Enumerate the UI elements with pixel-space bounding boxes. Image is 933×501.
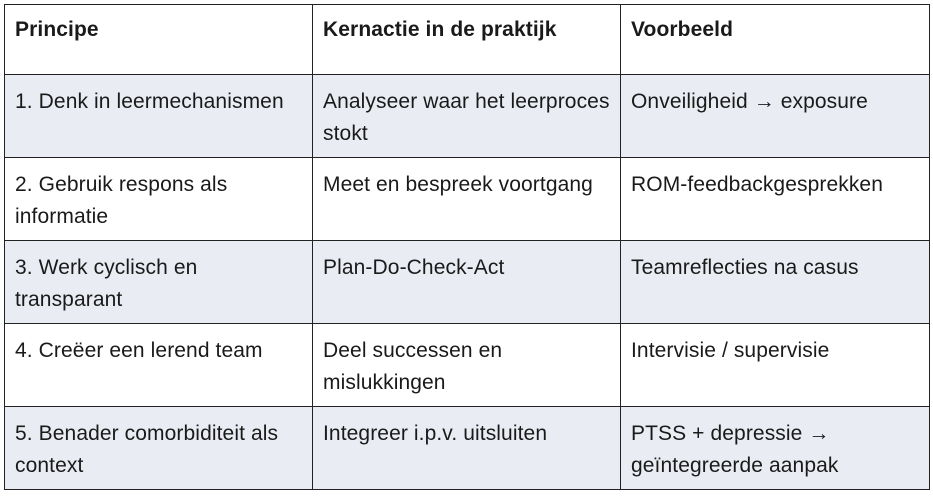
cell-voorbeeld: Teamreflecties na casus — [621, 241, 930, 324]
cell-kernactie: Plan-Do-Check-Act — [313, 241, 621, 324]
header-principe: Principe — [5, 5, 313, 75]
cell-kernactie: Integreer i.p.v. uitsluiten — [313, 407, 621, 490]
cell-voorbeeld: Intervisie / supervisie — [621, 324, 930, 407]
cell-principe: 1. Denk in leermechanismen — [5, 75, 313, 158]
cell-principe: 4. Creëer een lerend team — [5, 324, 313, 407]
cell-kernactie: Analyseer waar het leerproces stokt — [313, 75, 621, 158]
principles-table — [4, 4, 930, 490]
cell-kernactie: Meet en bespreek voortgang — [313, 158, 621, 241]
cell-kernactie: Deel successen en mislukkingen — [313, 324, 621, 407]
table-header-row — [5, 5, 930, 75]
cell-principe: 3. Werk cyclisch en transparant — [5, 241, 313, 324]
header-voorbeeld: Voorbeeld — [621, 5, 930, 75]
cell-principe: 5. Benader comorbiditeit als context — [5, 407, 313, 490]
header-kernactie: Kernactie in de praktijk — [313, 5, 621, 75]
table-row — [5, 241, 930, 324]
cell-voorbeeld: ROM-feedbackgesprekken — [621, 158, 930, 241]
cell-voorbeeld: Onveiligheid → exposure — [621, 75, 930, 158]
table-row — [5, 158, 930, 241]
table-row — [5, 324, 930, 407]
cell-voorbeeld: PTSS + depressie → geïntegreerde aanpak — [621, 407, 930, 490]
table-row — [5, 75, 930, 158]
table-row — [5, 407, 930, 490]
cell-principe: 2. Gebruik respons als informatie — [5, 158, 313, 241]
